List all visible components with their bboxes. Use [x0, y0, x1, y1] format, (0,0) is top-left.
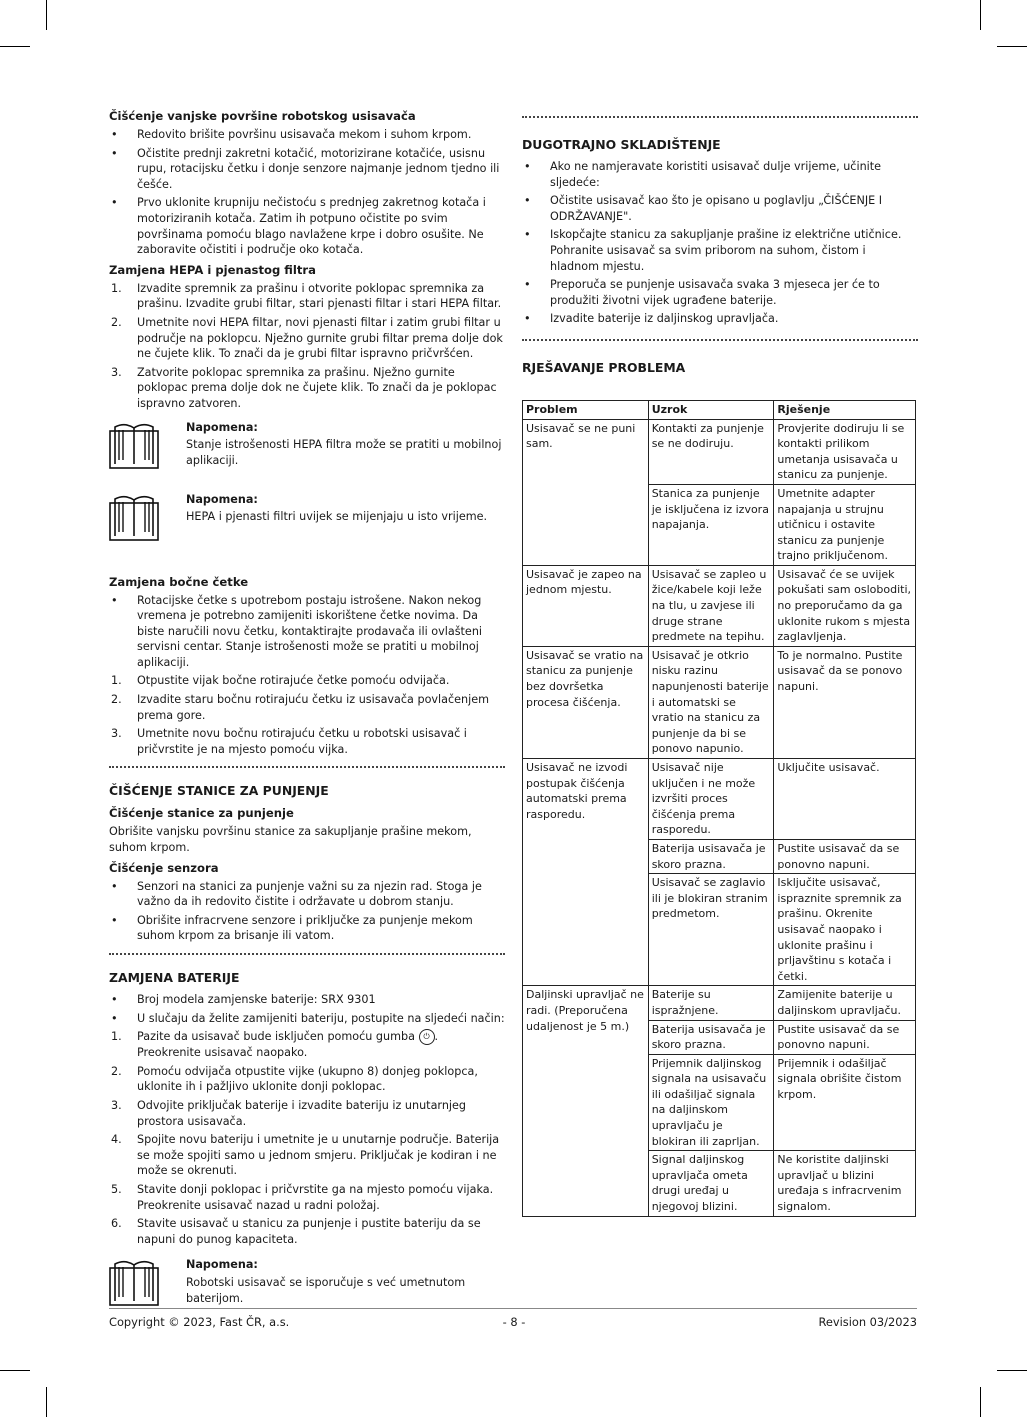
- table-header-row: [523, 400, 916, 419]
- section-title: Čišćenje stanice za punjenje: [109, 806, 294, 821]
- page-number: - 8 -: [502, 1315, 526, 1329]
- troubleshooting-table: [522, 400, 916, 1217]
- table-row: [523, 759, 916, 840]
- table-cell: Baterija usisavača je skoro prazna.: [648, 1020, 774, 1054]
- table-cell: Usisavač će se uvijek pokušati sam osloboditi, no preporučamo da ga uklonite rukom s mjesta zaglavljenja.: [774, 565, 916, 646]
- table-row: [523, 646, 916, 758]
- table-cell: Zamijenite baterije u daljinskom upravljaču.: [774, 986, 916, 1020]
- list-item: 5. Stavite donji poklopac i pričvrstite ga na mjesto pomoću vijaka. Preokrenite usisavač nazad u radni položaj.: [111, 1182, 494, 1212]
- section-title: Zamjena bočne četke: [109, 574, 249, 589]
- footer-divider: [109, 1308, 917, 1309]
- section-title: Čišćenje vanjske površine robotskog usisavača: [109, 109, 416, 123]
- note-title: Napomena:: [186, 1258, 258, 1272]
- dotted-divider: [109, 953, 505, 955]
- list-item: 6. Stavite usisavač u stanicu za punjenje i pustite bateriju da se napuni do punog kapaciteta.: [111, 1217, 481, 1246]
- crop-mark: [0, 46, 30, 47]
- book-icon: [109, 1257, 159, 1307]
- footer-revision: Revision 03/2023: [818, 1315, 917, 1329]
- column-header: Problem: [523, 400, 649, 419]
- footer-copyright: Copyright © 2023, Fast ČR, a.s.: [109, 1315, 290, 1329]
- numbered-list: [109, 281, 505, 412]
- list-item: 2. Izvadite staru bočnu rotirajuću četku iz usisavača povlačenjem prema gore.: [111, 693, 490, 722]
- table-cell: Kontakti za punjenje se ne dodiruju.: [648, 419, 774, 484]
- right-column: [522, 112, 918, 1217]
- table-row: [523, 419, 916, 484]
- list-item: 2. Pomoću odvijača otpustite vijke (ukupno 8) donjeg poklopca, uklonite ih i pažljivo uklonite donji poklopac.: [111, 1064, 478, 1094]
- section-heading: ZAMJENA BATERIJE: [109, 970, 240, 985]
- crop-mark: [997, 46, 1027, 47]
- table-cell: Baterija usisavača je skoro prazna.: [648, 839, 774, 873]
- list-item: 3. Zatvorite poklopac spremnika za prašinu. Nježno gurnite poklopac prema dolje dok ne čujete klik. To znači da je poklopac ispravno zatvoren.: [111, 365, 497, 410]
- list-item: • Broj modela zamjenske baterije: SRX 9301: [111, 993, 376, 1006]
- list-item: 1. Otpustite vijak bočne rotirajuće četke pomoću odvijača.: [111, 674, 450, 688]
- table-cell: Umetnite adapter napajanja u strujnu utičnicu i ostavite stanicu za punjenje trajno priključenom.: [774, 484, 916, 565]
- crop-mark: [980, 0, 981, 30]
- crop-mark: [46, 0, 47, 30]
- list-item: • Rotacijske četke s upotrebom postaju istrošene. Nakon nekog vremena je potrebno zamijeniti iskorištene četke novima. Da biste naručili novu četku, kontaktirajte prodavača ili ovlašteni servisni centar. Stanje istrošenosti može se pratiti u mobilnoj aplikaciji.: [111, 593, 483, 669]
- list-item: • Iskopčajte stanicu za sakupljanje prašine iz električne utičnice. Pohranite usisavač sa svim priborom na suhom, čistom i hladnom mjestu.: [524, 228, 902, 273]
- table-cell: Uključite usisavač.: [774, 759, 916, 840]
- list-item: • Obrišite infracrvene senzore i priključke za punjenje mekom suhom krpom za brisanje ili vatom.: [111, 913, 473, 943]
- bullet-list: [522, 159, 918, 327]
- list-item: • Preporuča se punjenje usisavača svaka 3 mjeseca jer će to produžiti životni vijek ugrađene baterije.: [524, 278, 880, 307]
- table-row: [523, 565, 916, 646]
- numbered-list: [109, 1029, 505, 1247]
- table-cell: Ne koristite daljinski upravljač u blizini uređaja s infracrvenim signalom.: [774, 1151, 916, 1216]
- table-cell: Usisavač je otkrio nisku razinu napunjenosti baterije i automatski se vratio na stanicu za punjenje da bi se ponovo napunio.: [648, 646, 774, 758]
- section-heading: RJEŠAVANJE PROBLEMA: [522, 359, 686, 375]
- column-header: Rješenje: [774, 400, 916, 419]
- left-column: [109, 108, 505, 1323]
- table-cell: Pustite usisavač da se ponovno napuni.: [774, 1020, 916, 1054]
- list-item: • Prvo uklonite krupniju nečistoću s prednjeg zakretnog kotača i motoriziranih kotača. Zatim ih potpuno očistite po svim površinama pomoću blago navlažene krpe i dobro osušite. Ne zaboravite očistiti i područje oko kotača.: [111, 196, 486, 257]
- table-cell: Provjerite dodiruju li se kontakti prilikom umetanja usisavača u stanicu za punjenje.: [774, 419, 916, 484]
- crop-mark: [0, 1370, 30, 1371]
- note: [109, 420, 505, 478]
- list-item: • Ako ne namjeravate koristiti usisavač dulje vrijeme, učinite sljedeće:: [524, 160, 882, 189]
- table-cell: Prijemnik daljinskog signala na usisavaču ili odašiljač signala na daljinskom upravljaču je blokiran ili zaprljan.: [648, 1054, 774, 1151]
- table-cell: Baterije su ispražnjene.: [648, 986, 774, 1020]
- note-text: HEPA i pjenasti filtri uvijek se mijenjaju u isto vrijeme.: [186, 510, 488, 524]
- book-icon: [109, 420, 159, 470]
- note-title: Napomena:: [186, 420, 258, 434]
- section-heading: ČIŠĆENJE STANICE ZA PUNJENJE: [109, 783, 329, 799]
- list-item: 2. Umetnite novi HEPA filtar, novi pjenasti filtar i zatim grubi filtar u područje na poklopcu. Nježno gurnite grubi filtar prema dolje dok ne čujete klik. To znači da je grubi filtar ispravno pričvršćen.: [111, 315, 503, 361]
- crop-mark: [46, 1387, 47, 1417]
- table-cell: Pustite usisavač da se ponovno napuni.: [774, 839, 916, 873]
- table-cell: Isključite usisavač, ispraznite spremnik za prašinu. Okrenite usisavač naopako i uklonite prašinu i prljavštinu s kotača i četki.: [774, 874, 916, 986]
- table-cell: Usisavač se vratio na stanicu za punjenje bez dovršetka procesa čišćenja.: [523, 646, 649, 758]
- dotted-divider: [522, 339, 918, 341]
- bullet-list: [109, 593, 505, 671]
- bullet-list: [109, 127, 505, 258]
- column-header: Uzrok: [648, 400, 774, 419]
- table-cell: Usisavač nije uključen i ne može izvršiti proces čišćenja prema rasporedu.: [648, 759, 774, 840]
- bullet-list: [109, 879, 505, 944]
- power-button-icon: ⏻: [419, 1029, 435, 1045]
- section-title: Zamjena HEPA i pjenastog filtra: [109, 262, 316, 277]
- book-icon: [109, 492, 159, 542]
- bullet-list: [109, 992, 505, 1026]
- note-title: Napomena:: [186, 492, 258, 506]
- table-cell: Usisavač se zapleo u žice/kabele koji leže na tlu, u zavjese ili druge strane predmete na tepihu.: [648, 565, 774, 646]
- table-cell: Usisavač se ne puni sam.: [523, 419, 649, 565]
- table-cell: To je normalno. Pustite usisavač da se ponovo napuni.: [774, 646, 916, 758]
- table-cell: Prijemnik i odašiljač signala obrišite čistom krpom.: [774, 1054, 916, 1151]
- table-row: [523, 986, 916, 1020]
- list-item: • Očistite usisavač kao što je opisano u poglavlju „ČIŠĆENJE I ODRŽAVANJE".: [524, 194, 883, 223]
- section-heading: DUGOTRAJNO SKLADIŠTENJE: [522, 137, 721, 152]
- paragraph: Obrišite vanjsku površinu stanice za sakupljanje prašine mekom, suhom krpom.: [109, 825, 472, 855]
- list-item: 3. Odvojite priključak baterije i izvadite bateriju iz unutarnjeg prostora usisavača.: [111, 1098, 467, 1128]
- section-title: Čišćenje senzora: [109, 860, 219, 875]
- dotted-divider: [522, 116, 918, 118]
- list-item: • Senzori na stanici za punjenje važni su za njezin rad. Stoga je važno da ih redovito čistite i održavate u dobrom stanju.: [111, 879, 482, 909]
- table-cell: Usisavač se zaglavio ili je blokiran stranim predmetom.: [648, 874, 774, 986]
- crop-mark: [980, 1387, 981, 1417]
- note-text: Stanje istrošenosti HEPA filtra može se pratiti u mobilnoj aplikaciji.: [186, 438, 502, 467]
- dotted-divider: [109, 766, 505, 768]
- list-item: 1. Pazite da usisavač bude isključen pomoću gumba ⏻ . Preokrenite usisavač naopako.: [111, 1030, 439, 1060]
- list-item: • Očistite prednji zakretni kotačić, motorizirane kotačiće, usisnu rupu, rotacijsku četku i donje senzore najmanje jednom tjedno ili češće.: [111, 146, 500, 191]
- list-item: 3. Umetnite novu bočnu rotirajuću četku u robotski usisavač i pričvrstite je na mjesto pomoću vijka.: [111, 727, 467, 756]
- table-cell: Stanica za punjenje je isključena iz izvora napajanja.: [648, 484, 774, 565]
- table-cell: Usisavač ne izvodi postupak čišćenja automatski prema rasporedu.: [523, 759, 649, 986]
- list-item: 4. Spojite novu bateriju i umetnite je u unutarnje područje. Baterija se može spojiti samo u jednom smjeru. Priključak je kodiran i ne može se okrenuti.: [111, 1133, 500, 1178]
- list-item: • Izvadite baterije iz daljinskog upravljača.: [524, 312, 779, 326]
- crop-mark: [997, 1370, 1027, 1371]
- table-cell: Signal daljinskog upravljača ometa drugi uređaj u njegovoj blizini.: [648, 1151, 774, 1216]
- note: [109, 1257, 505, 1315]
- note: [109, 492, 505, 550]
- table-cell: Usisavač je zapeo na jednom mjestu.: [523, 565, 649, 646]
- list-item: • U slučaju da želite zamijeniti bateriju, postupite na sljedeći način:: [111, 1011, 505, 1025]
- numbered-list: [109, 673, 505, 757]
- note-text: Robotski usisavač se isporučuje s već umetnutom baterijom.: [186, 1275, 466, 1305]
- list-item: • Redovito brišite površinu usisavača mekom i suhom krpom.: [111, 128, 472, 141]
- table-cell: Daljinski upravljač ne radi. (Preporučena udaljenost je 5 m.): [523, 986, 649, 1216]
- list-item: 1. Izvadite spremnik za prašinu i otvorite poklopac spremnika za prašinu. Izvadite grubi filtar, stari pjenasti filtar i stari HEPA filtar.: [111, 281, 502, 311]
